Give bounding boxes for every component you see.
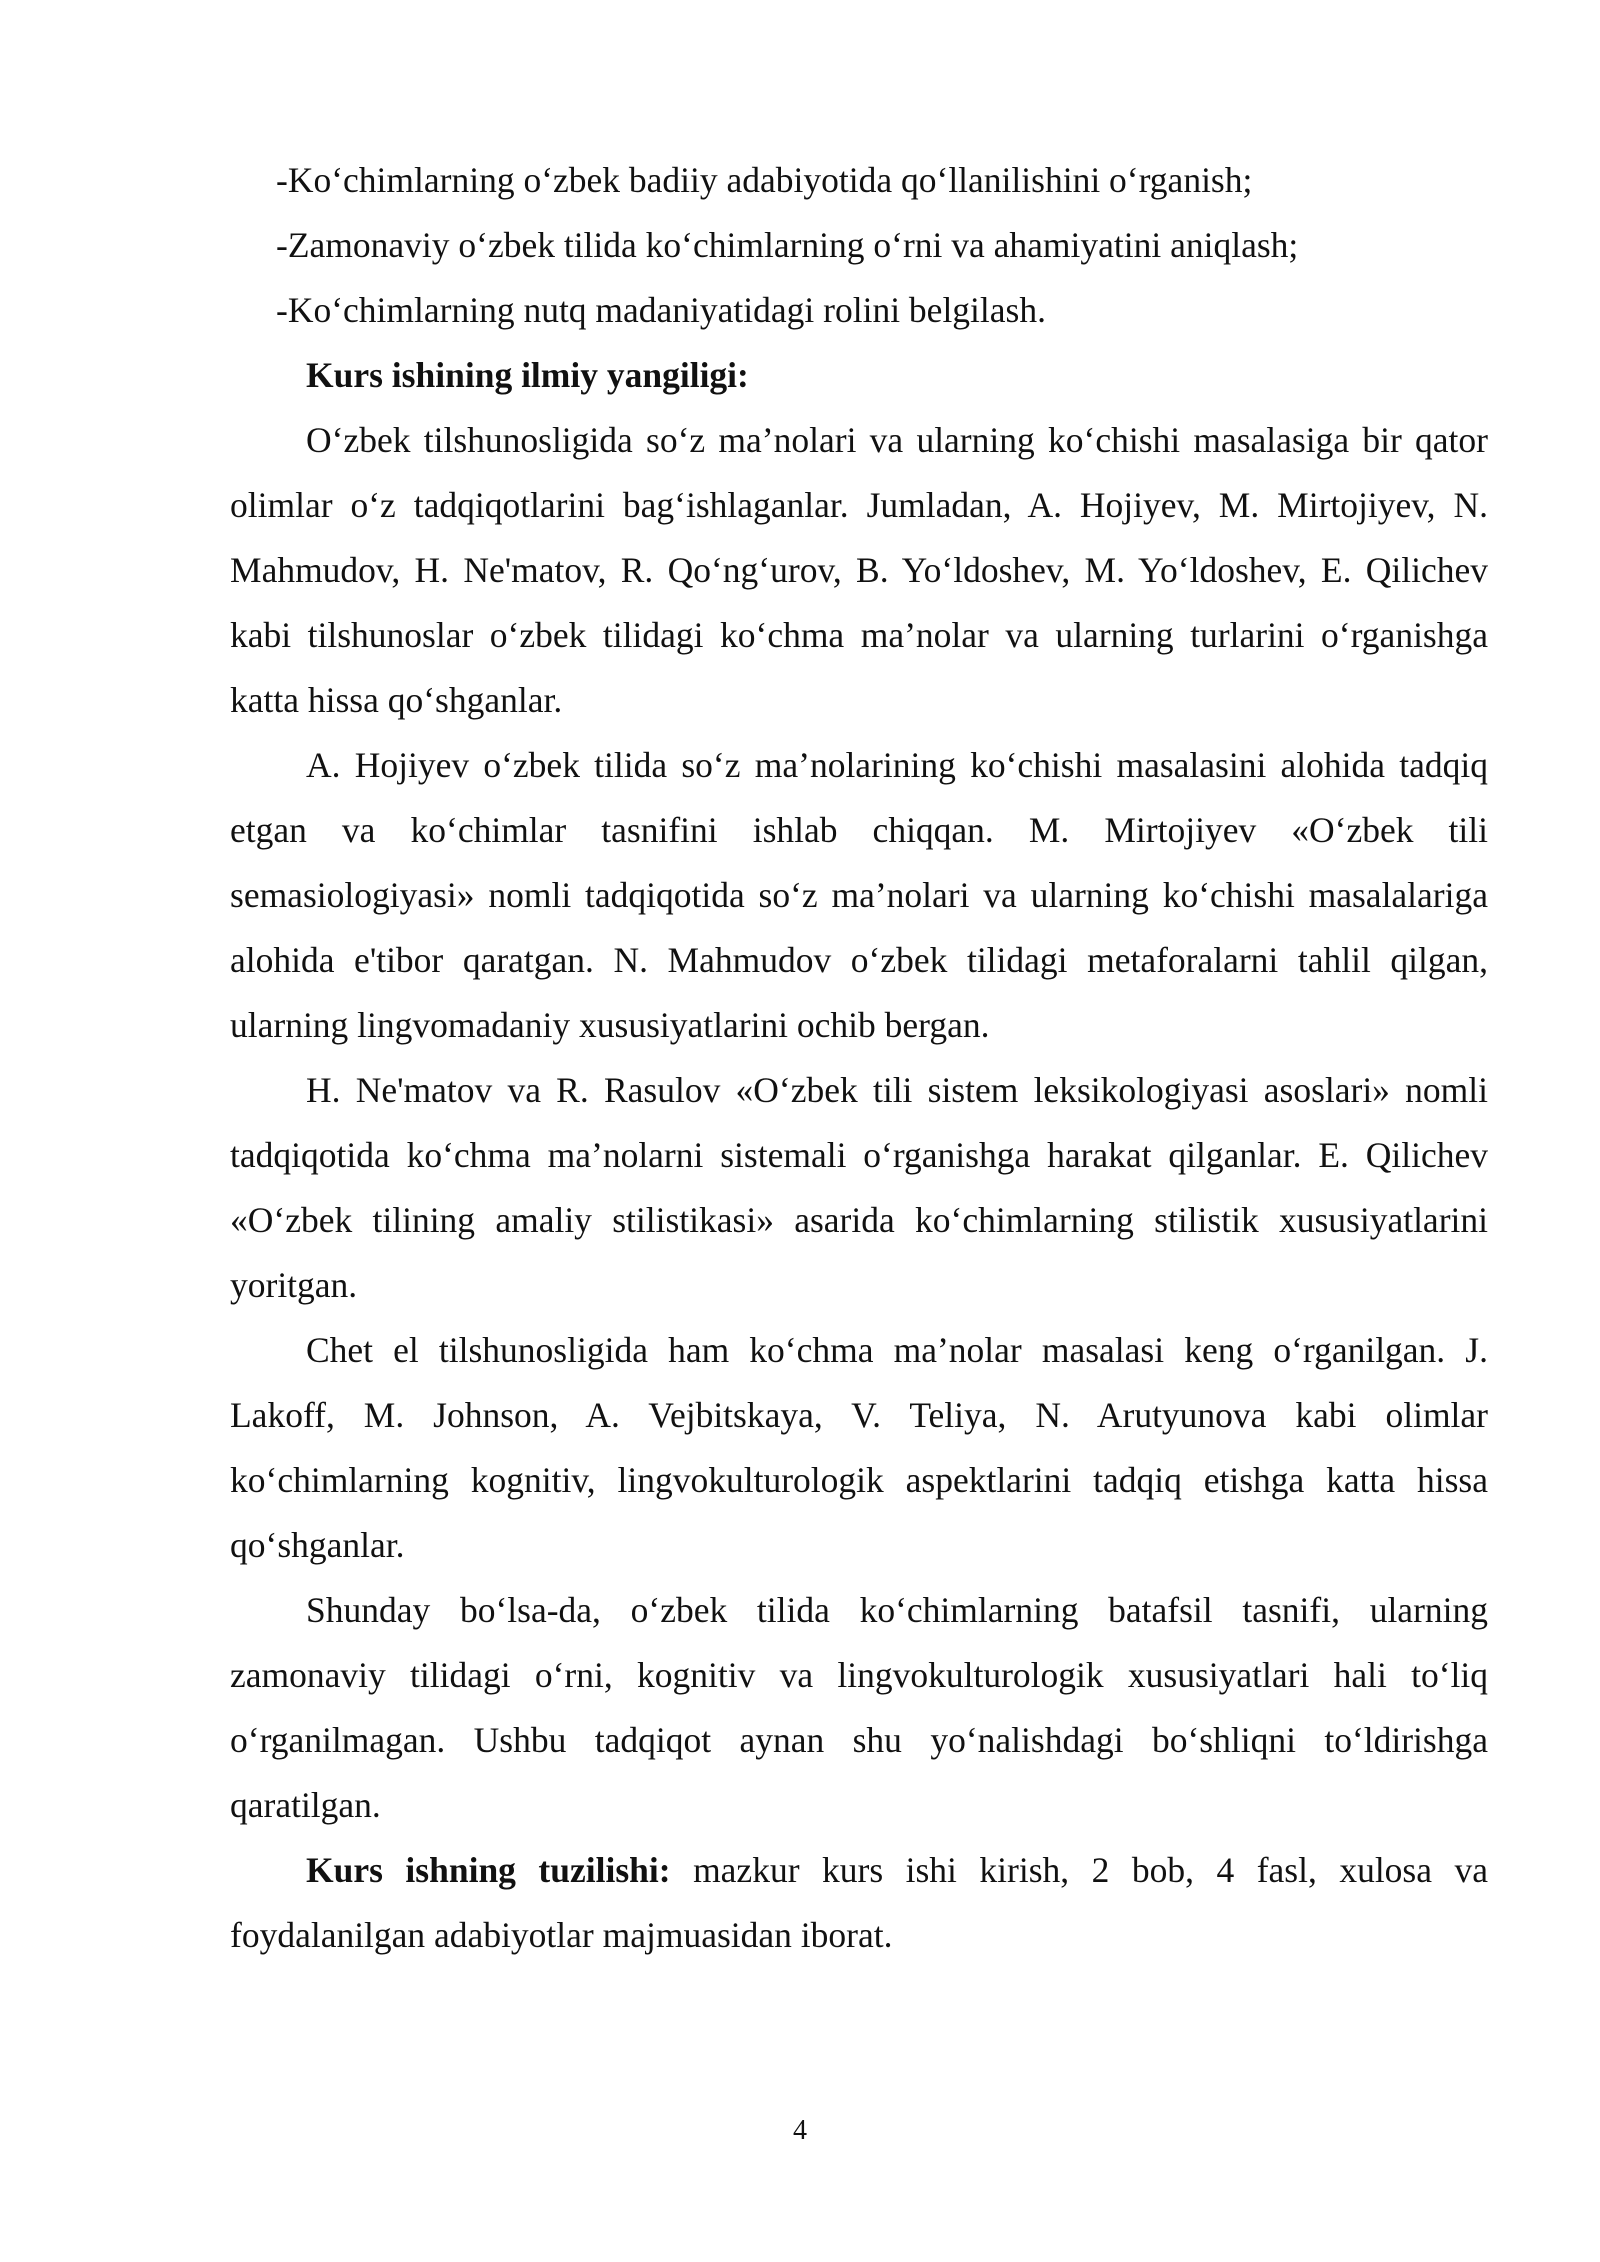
body-paragraph: A. Hojiyev o‘zbek tilida so‘z ma’nolarining ko‘chishi masalasini alohida tadqiq etgan va ko‘chimlar tasnifini ishlab chiqqan. M. Mirtojiyev «O‘zbek tili semasiologiyasi» nomli tadqiqotida so‘z ma’nolari va ularning ko‘chishi masalalariga alohida e'tibor qaratgan. N. Mahmudov o‘zbek tilidagi metaforalarni tahlil qilgan, ularning lingvomadaniy xususiyatlarini ochib bergan. bbox=[230, 745, 1488, 1045]
structure-text: mazkur kurs ishi kirish, 2 bob, 4 fasl, xulosa va foydalanilgan adabiyotlar majmuasidan iborat. bbox=[230, 1850, 1488, 1955]
objective-item: -Ko‘chimlarning nutq madaniyatidagi rolini belgilash. bbox=[276, 290, 1046, 330]
body-paragraph: Chet el tilshunosligida ham ko‘chma ma’nolar masalasi keng o‘rganilgan. J. Lakoff, M. Johnson, A. Vejbitskaya, V. Teliya, N. Arutyunova kabi olimlar ko‘chimlarning kognitiv, lingvokulturologik aspektlarini tadqiq etishga katta hissa qo‘shganlar. bbox=[230, 1330, 1488, 1565]
page-number: 4 bbox=[793, 2115, 807, 2146]
body-paragraph: Shunday bo‘lsa-da, o‘zbek tilida ko‘chimlarning batafsil tasnifi, ularning zamonaviy tilidagi o‘rni, kognitiv va lingvokulturologik xususiyatlari hali to‘liq o‘rganilmagan. Ushbu tadqiqot aynan shu yo‘nalishdagi bo‘shliqni to‘ldirishga qaratilgan. bbox=[230, 1590, 1488, 1825]
objective-item: -Ko‘chimlarning o‘zbek badiiy adabiyotida qo‘llanilishini o‘rganish; bbox=[276, 160, 1253, 200]
document-page bbox=[230, 148, 1488, 1968]
structure-paragraph bbox=[230, 1838, 1488, 1968]
objective-item: -Zamonaviy o‘zbek tilida ko‘chimlarning o‘rni va ahamiyatini aniqlash; bbox=[276, 225, 1299, 265]
body-paragraph: O‘zbek tilshunosligida so‘z ma’nolari va ularning ko‘chishi masalasiga bir qator olimlar o‘z tadqiqotlarini bag‘ishlaganlar. Jumladan, A. Hojiyev, M. Mirtojiyev, N. Mahmudov, H. Ne'matov, R. Qo‘ng‘urov, B. Yo‘ldoshev, M. Yo‘ldoshev, E. Qilichev kabi tilshunoslar o‘zbek tilidagi ko‘chma ma’nolar va ularning turlarini o‘rganishga katta hissa qo‘shganlar. bbox=[230, 420, 1488, 720]
body-paragraph: H. Ne'matov va R. Rasulov «O‘zbek tili sistem leksikologiyasi asoslari» nomli tadqiqotida ko‘chma ma’nolarni sistemali o‘rganishga harakat qilganlar. E. Qilichev «O‘zbek tilining amaliy stilistikasi» asarida ko‘chimlarning stilistik xususiyatlarini yoritgan. bbox=[230, 1070, 1488, 1305]
structure-label: Kurs ishning tuzilishi: bbox=[306, 1850, 671, 1890]
novelty-heading: Kurs ishining ilmiy yangiligi: bbox=[306, 355, 749, 395]
